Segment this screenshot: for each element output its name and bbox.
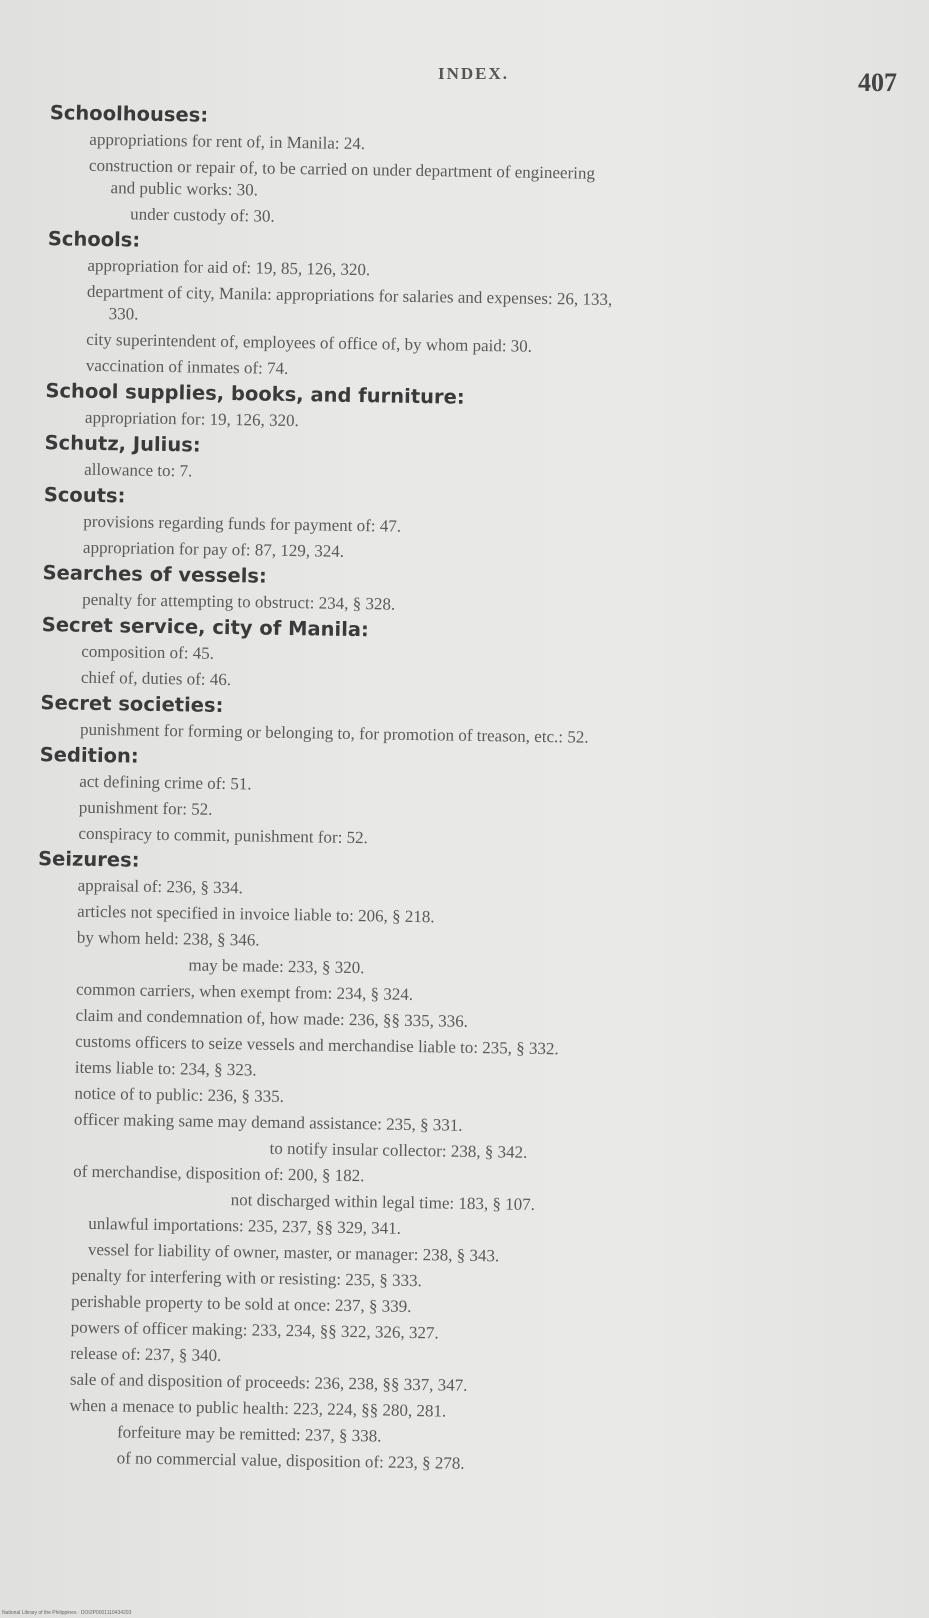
index-entry-text: common carriers, when exempt from: 234, § 324. — [75, 979, 414, 1004]
index-entry-text: vaccination of inmates of: 74. — [85, 355, 289, 378]
index-entry-text: chief of, duties of: 46. — [80, 667, 232, 690]
running-head: INDEX. — [438, 64, 510, 83]
index-entry-text: appropriation for: 19, 126, 320. — [84, 407, 300, 431]
index-entry-text: customs officers to seize vessels and merchandise liable to: 235, § 332. — [75, 1031, 559, 1059]
index-entry-text: composition of: 45. — [81, 641, 215, 663]
footer-credit: National Library of the Philippines · DOI2P0001110434203 — [2, 1610, 132, 1616]
index-entry-text: not discharged within legal time: 183, § 107. — [230, 1190, 536, 1214]
index-entry-text: appraisal of: 236, § 334. — [77, 875, 244, 898]
index-entry-text: to notify insular collector: 238, § 342. — [269, 1138, 528, 1162]
index-heading: Scouts: — [43, 483, 126, 508]
index-entry-text: city superintendent of, employees of office of, by whom paid: 30. — [86, 329, 533, 356]
index-heading: Schoolhouses: — [49, 101, 209, 127]
index-heading: Sedition: — [39, 743, 139, 768]
index-entry-continuation: and public works: 30. — [110, 178, 259, 200]
index-entry-text: appropriation for aid of: 19, 85, 126, 320. — [87, 255, 371, 280]
index-entry-text: penalty for interfering with or resisting: 235, § 333. — [71, 1265, 422, 1291]
index-heading: Seizures: — [37, 847, 140, 872]
index-entry-text: items liable to: 234, § 323. — [74, 1057, 257, 1080]
index-entry-text: may be made: 233, § 320. — [188, 955, 365, 978]
index-body — [18, 100, 919, 1484]
index-heading: School supplies, books, and furniture: — [45, 379, 465, 409]
index-entry-text: sale of and disposition of proceeds: 236, 238, §§ 337, 347. — [69, 1369, 468, 1395]
index-heading: Schutz, Julius: — [44, 431, 201, 457]
index-entry-text: punishment for: 52. — [78, 797, 213, 819]
index-entry-text: forfeiture may be remitted: 237, § 338. — [116, 1422, 382, 1446]
index-entry-text: department of city, Manila: appropriations for salaries and expenses: 26, 133, — [86, 281, 613, 310]
index-entry-text: punishment for forming or belonging to, for promotion of treason, etc.: 52. — [79, 719, 589, 747]
index-entry-text: of merchandise, disposition of: 200, § 182. — [73, 1161, 365, 1186]
index-entry-text: powers of officer making: 233, 234, §§ 322, 326, 327. — [70, 1317, 439, 1343]
index-entry-text: by whom held: 238, § 346. — [76, 927, 260, 950]
index-entry-text: perishable property to be sold at once: 237, § 339. — [70, 1291, 412, 1316]
index-entry-text: conspiracy to commit, punishment for: 52. — [78, 823, 369, 848]
index-entry-text: articles not specified in invoice liable to: 206, § 218. — [77, 901, 435, 927]
index-heading: Schools: — [47, 227, 141, 252]
index-entry-text: unlawful importations: 235, 237, §§ 329, 341. — [88, 1213, 402, 1238]
index-heading: Secret societies: — [40, 691, 224, 717]
index-entry-text: notice of to public: 236, § 335. — [74, 1083, 285, 1106]
index-entry-text: vessel for liability of owner, master, or manager: 238, § 343. — [87, 1239, 500, 1266]
index-heading: Secret service, city of Manila: — [41, 613, 370, 642]
index-entry-text: allowance to: 7. — [84, 459, 193, 481]
index-entry-text: appropriation for pay of: 87, 129, 324. — [82, 537, 345, 561]
index-entry-continuation: 330. — [108, 304, 139, 324]
index-entry-text: provisions regarding funds for payment of: 47. — [83, 511, 402, 536]
index-entry-text: release of: 237, § 340. — [70, 1343, 222, 1366]
index-entry-text: claim and condemnation of, how made: 236, §§ 335, 336. — [75, 1005, 469, 1031]
index-entry-text: construction or repair of, to be carried on under department of engineering — [88, 155, 596, 183]
index-entry-text: act defining crime of: 51. — [79, 771, 252, 794]
index-entry-text: officer making same may demand assistance: 235, § 331. — [73, 1109, 463, 1135]
index-heading: Searches of vessels: — [42, 561, 267, 588]
page-number: 407 — [858, 68, 897, 97]
index-entry-text: when a menace to public health: 223, 224, §§ 280, 281. — [69, 1395, 447, 1421]
index-entry-text: appropriations for rent of, in Manila: 24. — [89, 129, 366, 154]
index-entry-text: of no commercial value, disposition of: 223, § 278. — [116, 1448, 465, 1473]
index-entry-text: penalty for attempting to obstruct: 234, § 328. — [82, 589, 396, 614]
index-entry-text: under custody of: 30. — [130, 204, 275, 226]
